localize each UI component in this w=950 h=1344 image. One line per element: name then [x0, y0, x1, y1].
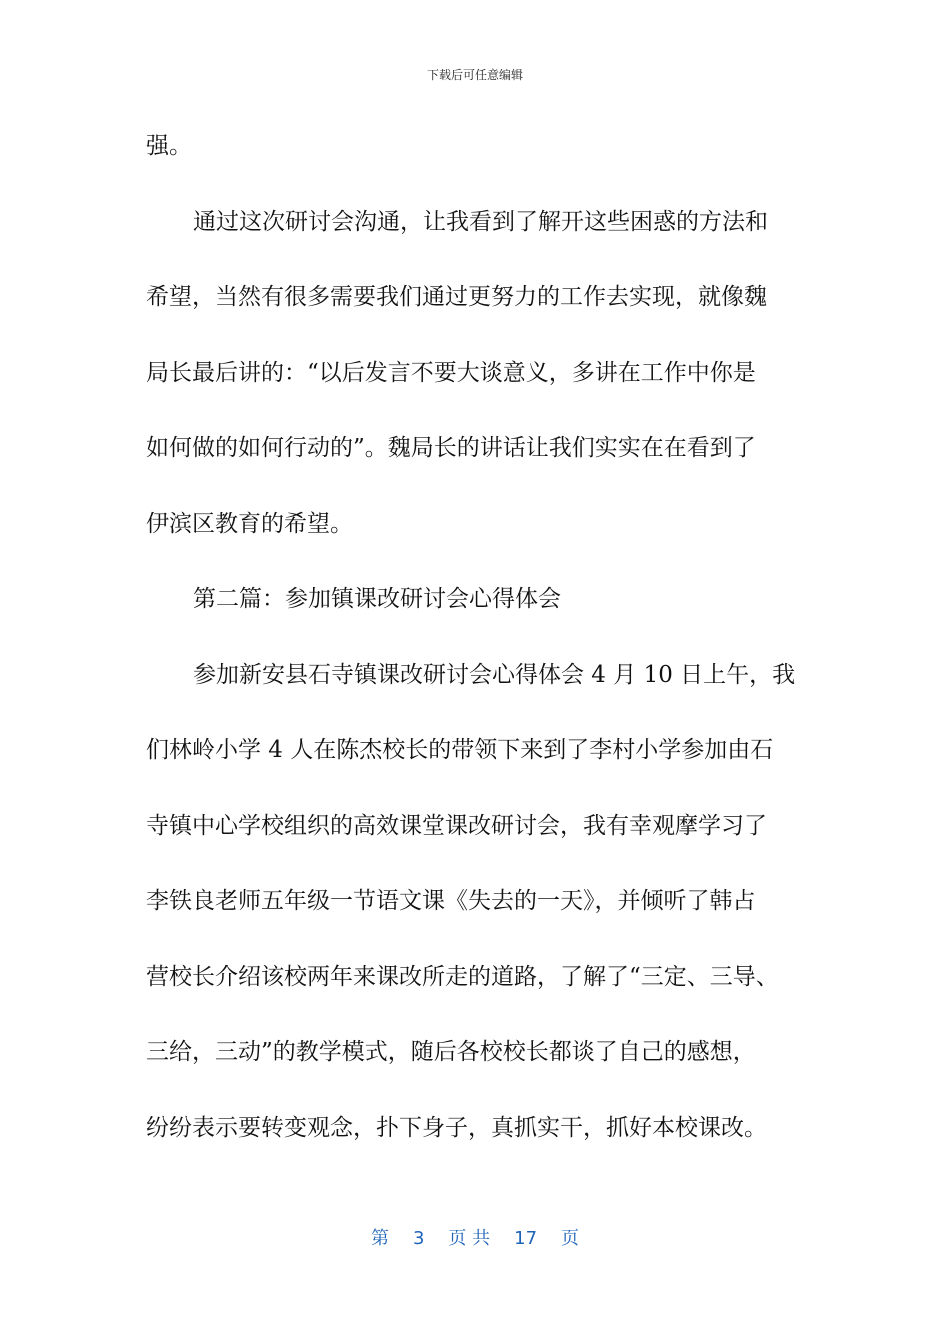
total-pages: 17: [514, 1228, 538, 1249]
footer-ye: 页: [561, 1228, 580, 1249]
text-line: 希望，当然有很多需要我们通过更努力的工作去实现，就像魏: [146, 284, 767, 310]
text-line: 寺镇中心学校组织的高效课堂课改研讨会，我有幸观摩学习了: [146, 812, 767, 839]
page-number: 3: [412, 1228, 425, 1249]
section-heading: 第二篇：参加镇课改研讨会心得体会: [193, 586, 561, 612]
text-line: 三给，三动”的教学模式，随后各校校长都谈了自己的感想，: [146, 1039, 756, 1065]
document-body: [146, 116, 806, 1173]
page-footer: [0, 1224, 950, 1250]
text-line: 们林岭小学 4 人在陈杰校长的带领下来到了李村小学参加由石: [146, 737, 774, 763]
footer-ye-gong: 页 共: [448, 1228, 491, 1249]
text-line: 营校长介绍该校两年来课改所走的道路，了解了“三定、三导、: [146, 963, 779, 990]
text-line: 伊滨区教育的希望。: [146, 510, 353, 537]
text-line: 强。: [146, 133, 192, 159]
text-line: 纷纷表示要转变观念，扑下身子，真抓实干，抓好本校课改。: [146, 1114, 767, 1141]
text-line: 如何做的如何行动的”。魏局长的讲话让我们实实在在看到了: [146, 435, 756, 461]
text-line: 参加新安县石寺镇课改研讨会心得体会 4 月 10 日上午，我: [193, 661, 796, 688]
text-line: 李铁良老师五年级一节语文课《失去的一天》，并倾听了韩占: [146, 888, 756, 914]
text-line: 局长最后讲的：“以后发言不要大谈意义，多讲在工作中你是: [146, 359, 756, 386]
page-header: 下载后可任意编辑: [426, 68, 523, 82]
footer-di: 第: [370, 1228, 389, 1249]
text-line: 通过这次研讨会沟通，让我看到了解开这些困惑的方法和: [193, 208, 768, 235]
